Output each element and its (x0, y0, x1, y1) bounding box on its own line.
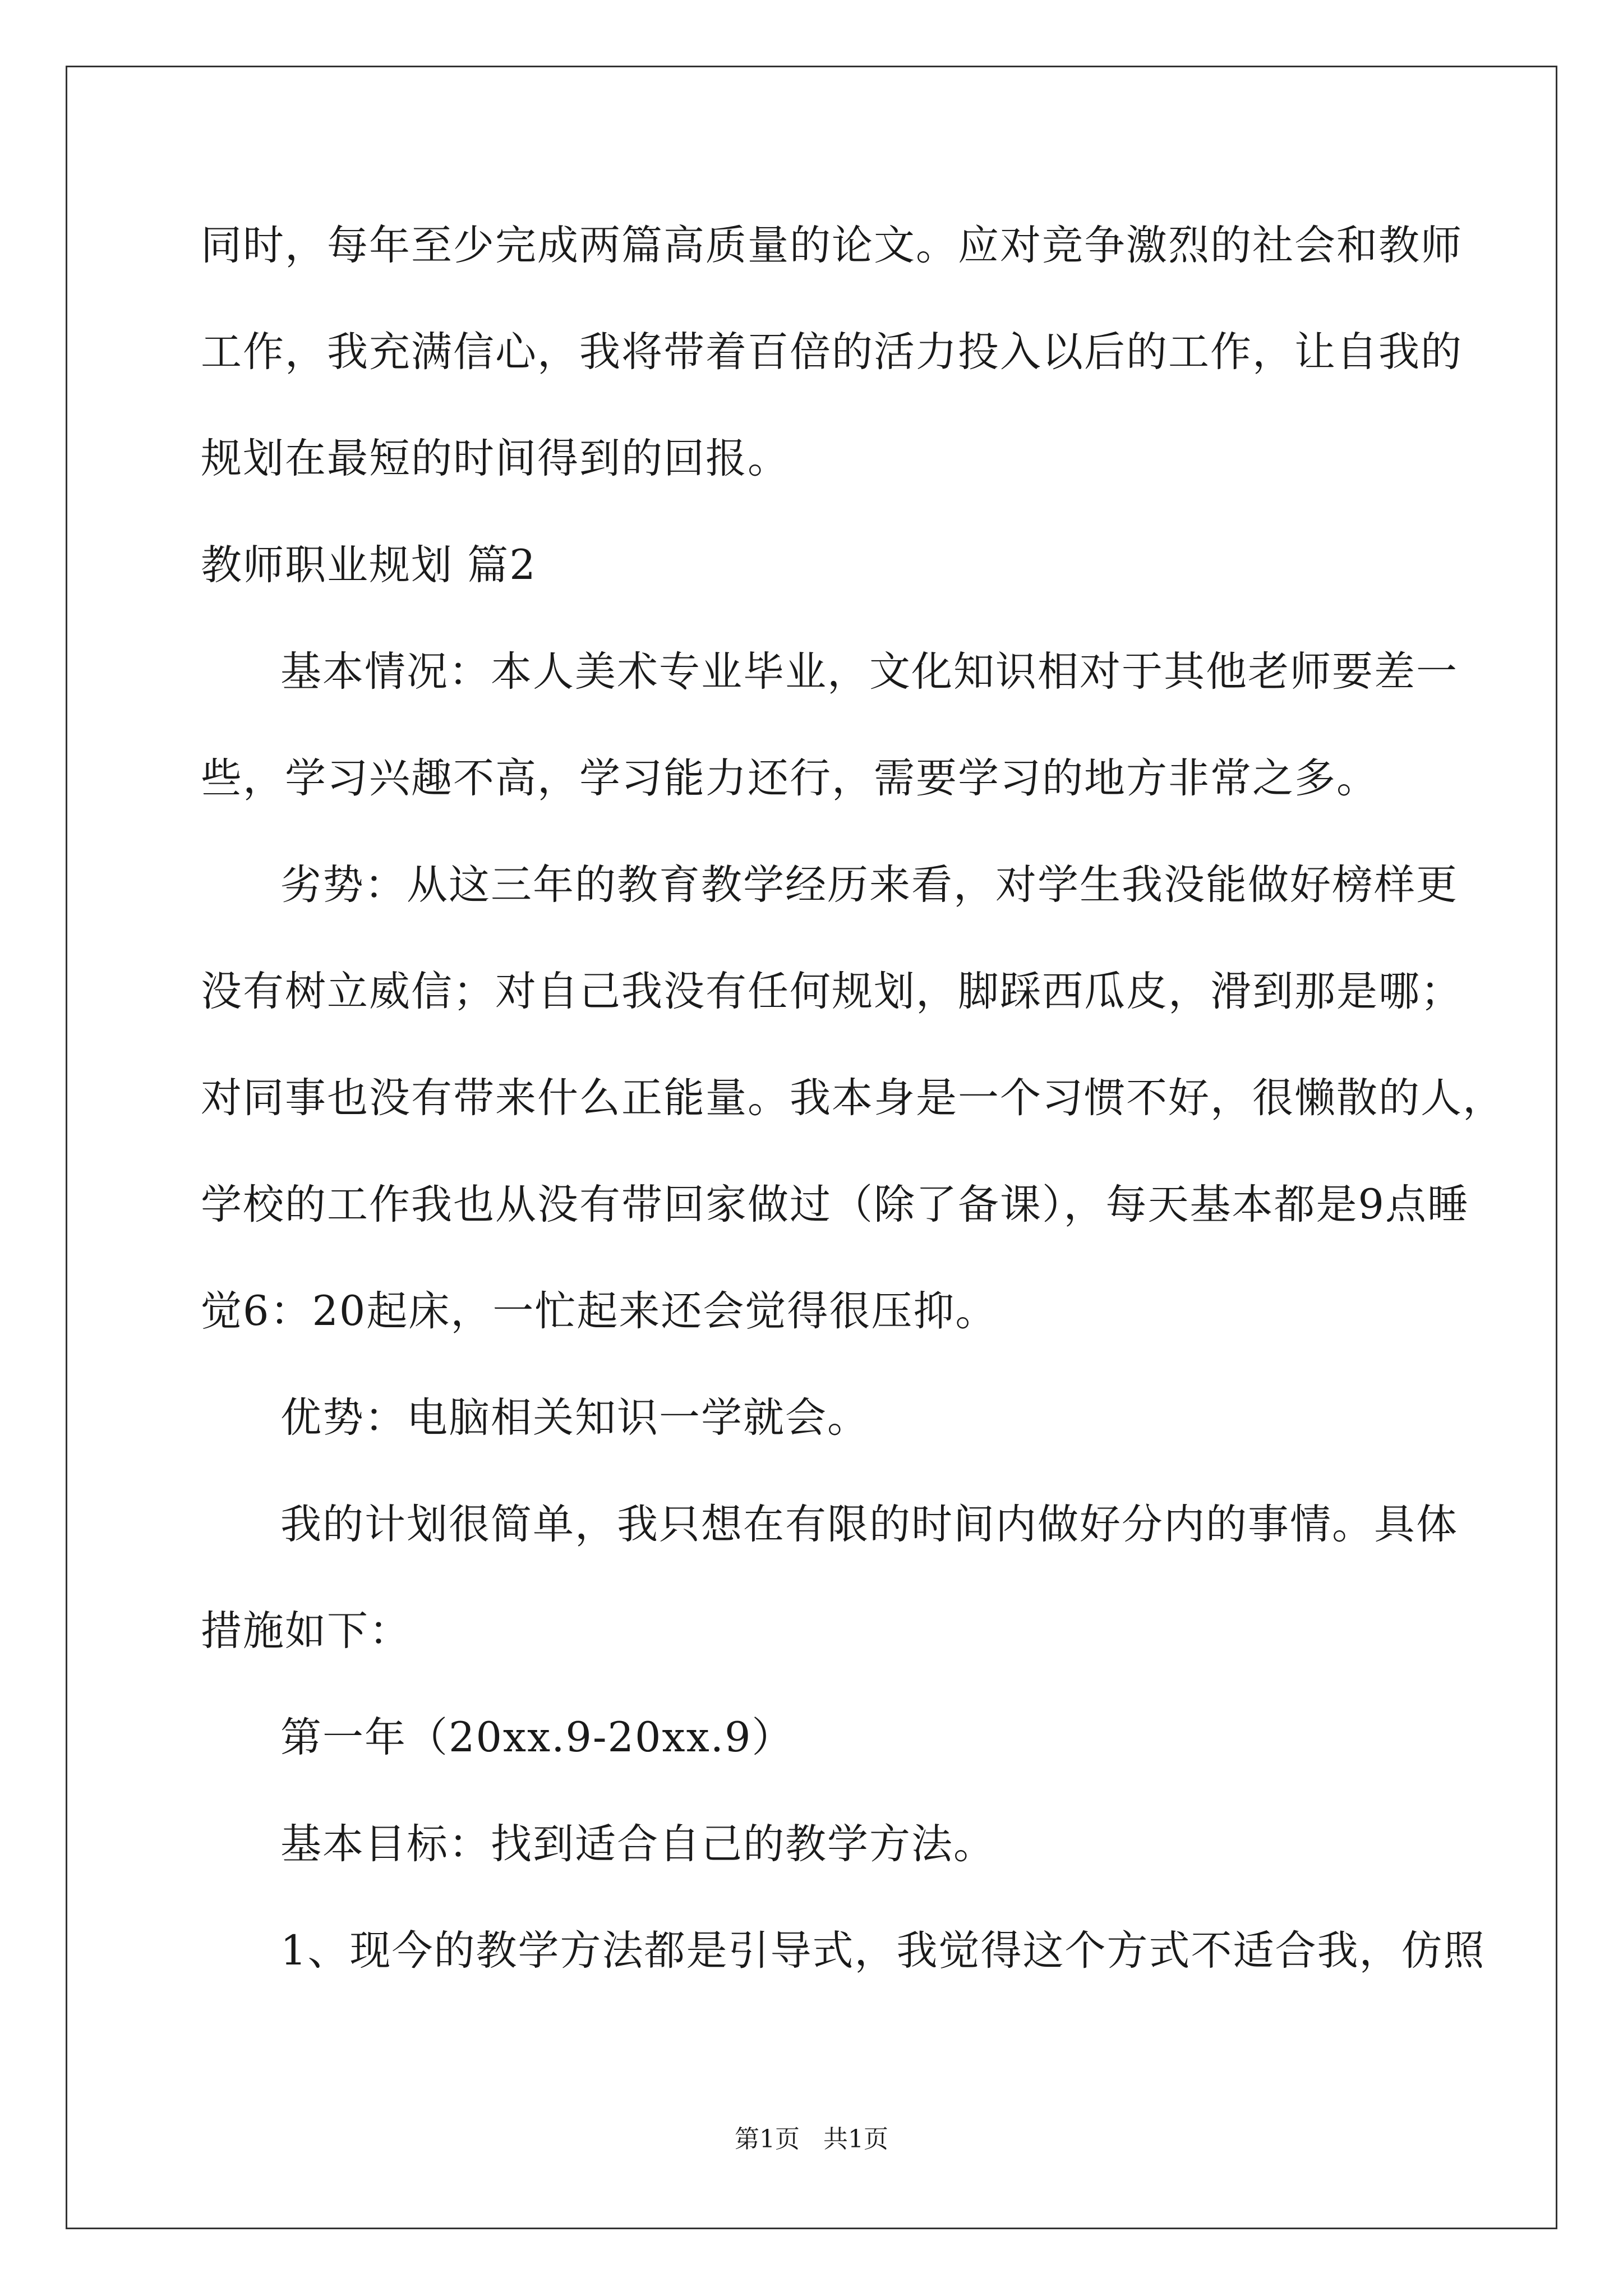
text-line: 觉6：20起床，一忙起来还会觉得很压抑。 (201, 1287, 998, 1335)
text-line: 我的计划很简单，我只想在有限的时间内做好分内的事情。具体 (280, 1501, 1458, 1548)
text-line: 没有树立威信；对自己我没有任何规划，脚踩西瓜皮，滑到那是哪； (201, 968, 1463, 1015)
text-line: 些，学习兴趣不高，学习能力还行，需要学习的地方非常之多。 (201, 754, 1378, 802)
text-line: 措施如下： (201, 1607, 411, 1655)
text-line: 1、现今的教学方法都是引导式，我觉得这个方式不适合我，仿照 (280, 1927, 1486, 1975)
text-line: 规划在最短的时间得到的回报。 (201, 435, 790, 482)
text-line: 学校的工作我也从没有带回家做过（除了备课），每天基本都是9点睡 (201, 1181, 1469, 1228)
page-footer: 第1页 共1页 (735, 2125, 888, 2154)
page-border (66, 66, 1557, 2229)
text-line: 基本目标：找到适合自己的教学方法。 (280, 1820, 995, 1868)
section-heading: 教师职业规划 篇2 (201, 541, 537, 589)
text-line: 基本情况：本人美术专业毕业，文化知识相对于其他老师要差一 (280, 648, 1458, 696)
text-line: 优势：电脑相关知识一学就会。 (280, 1394, 869, 1442)
text-line: 第一年（20xx.9-20xx.9） (280, 1714, 794, 1761)
text-line: 工作，我充满信心，我将带着百倍的活力投入以后的工作，让自我的 (201, 328, 1463, 376)
text-line: 劣势：从这三年的教育教学经历来看，对学生我没能做好榜样更 (280, 861, 1458, 909)
text-line: 对同事也没有带来什么正能量。我本身是一个习惯不好，很懒散的人， (201, 1074, 1505, 1122)
text-line: 同时，每年至少完成两篇高质量的论文。应对竞争激烈的社会和教师 (201, 222, 1463, 269)
